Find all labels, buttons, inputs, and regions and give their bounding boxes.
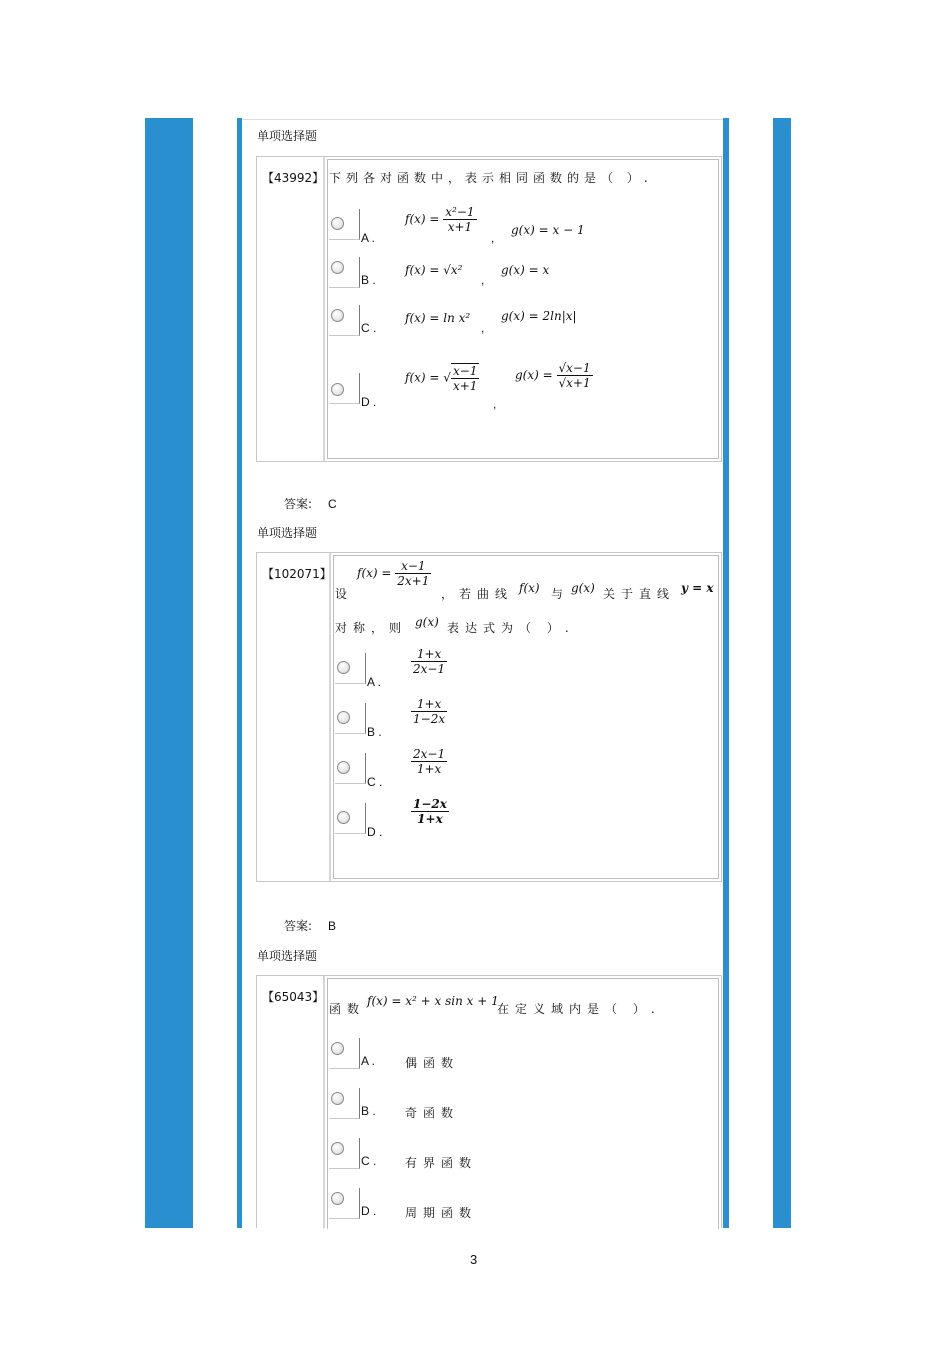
radio-button-c[interactable]: [331, 1142, 344, 1155]
question-type-label: 单项选择题: [257, 129, 318, 143]
option-text: 周期函数: [405, 1206, 478, 1220]
option-b[interactable]: [329, 1088, 709, 1122]
option-text: 奇函数: [405, 1106, 460, 1120]
question-type-label: 单项选择题: [257, 526, 318, 540]
option-d[interactable]: D . f(x) = √ $\frac{x-1}{x+1}$ , g(x) = $\frac{√x-1}{√x+1}$: [329, 357, 709, 413]
radio-button-a[interactable]: [331, 217, 344, 230]
question-stem: 下列各对函数中，表示相同函数的是（ ）.: [329, 171, 653, 185]
page-number: 3: [470, 1252, 478, 1267]
question-id-cell: [257, 553, 331, 881]
radio-button-d[interactable]: [331, 383, 344, 396]
left-outer-bar: [145, 118, 193, 1228]
option-text: 有界函数: [405, 1156, 478, 1170]
option-formula: $\frac{1-2x}{1+x}$: [413, 797, 447, 826]
option-b[interactable]: [335, 697, 715, 741]
radio-button-d[interactable]: [331, 1192, 344, 1205]
option-letter: D .: [367, 825, 383, 839]
question-id-cell: [257, 157, 325, 461]
option-d[interactable]: [329, 1188, 709, 1222]
option-letter: C .: [361, 321, 377, 335]
radio-button-b[interactable]: [331, 261, 344, 274]
radio-button-d[interactable]: [337, 811, 350, 824]
left-inner-bar: [237, 118, 242, 1228]
option-letter: C .: [367, 775, 383, 789]
question-id: 【65043】: [262, 990, 325, 1004]
radio-button-a[interactable]: [337, 661, 350, 674]
option-formula: f(x) = √x²: [405, 263, 463, 277]
option-letter: A .: [361, 1054, 376, 1068]
option-formula: $\frac{2x-1}{1+x}$: [413, 747, 446, 776]
option-formula: $\frac{1+x}{1-2x}$: [413, 697, 446, 726]
question-box: [256, 156, 722, 462]
option-formula: f(x) = $\frac{\text{x²−1}}{x+1}$: [405, 205, 475, 234]
radio-button-a[interactable]: [331, 1042, 344, 1055]
radio-button-c[interactable]: [337, 761, 350, 774]
option-a[interactable]: [329, 1038, 709, 1072]
right-outer-bar: [773, 118, 791, 1228]
stem-formula: f(x) = x² + x sin x + 1: [367, 994, 499, 1008]
question-box: 【65043】 函数 f(x) = x² + x sin x + 1 在定义域内是（ ）. A . 偶函数 B . 奇函数 C . 有界函数 D . 周期函数: [256, 975, 722, 1228]
top-divider: [242, 119, 723, 120]
option-formula: $\frac{1+x}{2x-1}$: [413, 647, 446, 676]
option-c[interactable]: C . f(x) = ln x² , g(x) = 2ln|x|: [329, 303, 709, 337]
question-type-label: 单项选择题: [257, 949, 318, 963]
option-letter: C .: [361, 1154, 377, 1168]
answer-value: C: [328, 497, 337, 511]
option-text: 偶函数: [405, 1056, 460, 1070]
option-c[interactable]: [335, 747, 715, 791]
option-letter: A .: [361, 231, 376, 245]
radio-button-b[interactable]: [331, 1092, 344, 1105]
option-formula: f(x) = √ $\frac{x-1}{x+1}$: [405, 364, 478, 393]
question-id: 【102071】: [262, 567, 332, 581]
option-formula: f(x) = ln x²: [405, 311, 471, 325]
answer-line: 答案: B: [284, 919, 337, 933]
answer-line: 答案: C: [284, 497, 337, 511]
option-letter: B .: [361, 1104, 376, 1118]
option-letter: B .: [367, 725, 382, 739]
question-id-cell: [257, 976, 325, 1228]
option-letter: D .: [361, 1204, 377, 1218]
radio-button-b[interactable]: [337, 711, 350, 724]
option-d[interactable]: [335, 797, 715, 841]
option-a[interactable]: A . f(x) = $\frac{\text{x²−1}}{x+1}$ , g(x) = x − 1: [329, 205, 709, 245]
option-letter: D .: [361, 395, 377, 409]
option-letter: A .: [367, 675, 382, 689]
option-letter: B .: [361, 273, 376, 287]
option-a[interactable]: [335, 647, 715, 691]
stem-formula: f(x) = $\frac{x-1}{2x+1}$: [357, 559, 430, 588]
answer-value: B: [328, 919, 337, 933]
option-c[interactable]: [329, 1138, 709, 1172]
radio-button-c[interactable]: [331, 309, 344, 322]
question-box: 【102071】 设 f(x) = $\frac{x-1}{2x+1}$ ，若曲线 f(x) 与 g(x) 关于直线 y = x 对称，则 g(x) 表达式为（ ）. A . $\frac{1+x}{2x-1}$ B . $\frac{1+x}{1-2x}$ C . $\frac{2x-1}{1+x}$ D . $\frac{1-2x}{1+x}$: [256, 552, 722, 882]
question-id: 【43992】: [262, 171, 325, 185]
option-b[interactable]: B . f(x) = √x² , g(x) = x: [329, 255, 709, 289]
right-inner-bar: [723, 118, 729, 1228]
